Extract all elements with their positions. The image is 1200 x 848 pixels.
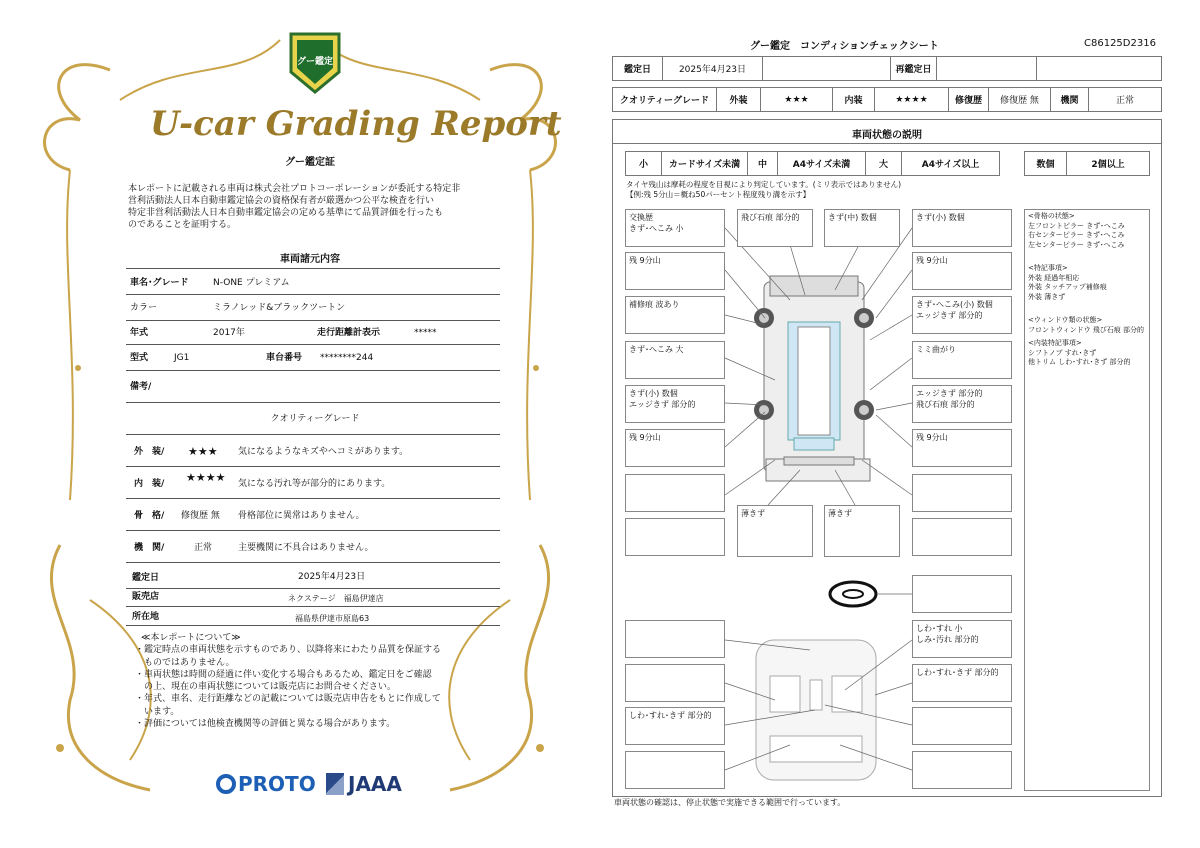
quality-section-title: クオリティーグレード	[270, 414, 360, 424]
size-legend: 小 カードサイズ未満 中 A4サイズ未満 大 A4サイズ以上	[625, 151, 1000, 176]
address-label: 所在地	[132, 612, 160, 622]
box-left-door: きず･へこみ 大	[625, 341, 725, 379]
window-notes-title: <ウィンドウ類の状態>	[1028, 316, 1103, 324]
intro-text: 本レポートに記載される車両は株式会社プロトコーポレーションが委託する特定非 営利活動法人日本自動車鑑定協会の資格保有者が厳選かつ公平な検査を行い 特定非営利活動法人日本自動車鑑定協会の定める基準にて品質評価を行ったも のであることを証明する。	[128, 184, 461, 230]
color-value: ミラノレッド&ブラックツートン	[213, 303, 346, 313]
box-hood: 飛び石痕 部分的	[737, 209, 813, 247]
grade-frame-desc: 骨格部位に異常はありません。	[238, 511, 365, 521]
grade-exterior-label: 外 装/	[134, 447, 165, 457]
box-left-fender: 補修痕 波あり	[625, 296, 725, 334]
tire-note: タイヤ残山は摩耗の程度を目視により判定しています。(ミリ表示ではありません)	[626, 180, 902, 189]
ext-label: 外装	[717, 88, 761, 111]
report-title: U-car Grading Report	[150, 104, 562, 144]
box-rear-bumper-left: 薄きず	[737, 505, 813, 557]
box-interior-left-1	[625, 620, 725, 658]
box-front-left-panel: 交換歴 きず･へこみ 小	[625, 209, 725, 247]
sheet-date-value: 2025年4月23日	[663, 57, 763, 80]
box-left-rear-quarter	[625, 474, 725, 512]
box-interior-right-1: しわ･すれ 小 しみ･汚れ 部分的	[912, 620, 1012, 658]
grade-frame-label: 骨 格/	[134, 511, 165, 521]
grade-engine-label: 機 関/	[134, 543, 165, 553]
grade-engine-value: 正常	[194, 543, 213, 553]
box-tire-rr: 残 9分山	[912, 429, 1012, 467]
remarks-label: 備考/	[130, 382, 152, 392]
address-value: 福島県伊達市原島63	[295, 614, 370, 623]
shop-label: 販売店	[132, 592, 160, 602]
box-right-rear-quarter	[912, 474, 1012, 512]
box-right-door: ミミ曲がり	[912, 341, 1012, 379]
count-legend: 数個 2個以上	[1024, 151, 1150, 176]
ext-value: ★★★	[761, 88, 833, 111]
condition-title: 車両状態の説明	[852, 130, 922, 141]
about-section: ≪本レポートについて≫ ・鑑定時点の車両状態を示すものであり、以降将来にわたり品質を保証する ものではありません。 ・車両状態は時間の経過に伴い変化する場合もあるため、鑑定日をご確認 の上、現在の車両状態については販売店にお問合せください。 ・年式、車名、走行距離などの記載については販売店申告をもとに作成して います。 ・評価については他検査機関等の評価と異なる場合があります。	[135, 633, 442, 730]
box-interior-right-3	[912, 707, 1012, 745]
special-notes-title: <特記事項>	[1028, 264, 1068, 272]
proto-logo: PROTO	[216, 772, 316, 796]
rep-value: 修復歴 無	[989, 88, 1051, 111]
goo-kantei-badge	[287, 32, 343, 94]
box-roof: きず(中) 数個	[824, 209, 900, 247]
sheet-date-label: 鑑定日	[613, 57, 663, 80]
condition-sheet-page	[600, 0, 1200, 848]
grade-interior-desc: 気になる汚れ等が部分的にあります。	[238, 479, 391, 489]
badge-text: グー鑑定	[297, 57, 334, 67]
box-tire-fr: 残 9分山	[912, 252, 1012, 290]
grade-frame-value: 修復歴 無	[181, 511, 220, 521]
spec-section-title: 車両諸元内容	[280, 254, 340, 265]
proto-mark-icon	[216, 774, 236, 794]
box-left-rear-lower	[625, 518, 725, 556]
eng-value: 正常	[1115, 96, 1134, 106]
grade-exterior-desc: 気になるようなキズやヘコミがあります。	[238, 447, 409, 457]
model-label: 型式	[130, 353, 149, 363]
qg-label: クオリティーグレード	[613, 88, 717, 111]
shop-value: ネクステージ 福島伊達店	[288, 594, 384, 603]
box-right-rear-lower	[912, 518, 1012, 556]
grade-interior-label: 内 装/	[134, 479, 165, 489]
model-value: JG1	[174, 353, 190, 363]
box-rear-bumper-right: 薄きず	[824, 505, 900, 557]
tire-example: 【例:残 5分山＝概ね50パーセント程度残り溝を示す】	[626, 190, 811, 199]
grade-engine-desc: 主要機関に不具合はありません。	[238, 543, 374, 553]
grade-exterior-stars: ★★★	[188, 445, 218, 458]
box-interior-left-2	[625, 664, 725, 702]
eng-label: 機関	[1051, 88, 1089, 111]
box-right-rear-door: エッジきず 部分的 飛び石痕 部分的	[912, 385, 1012, 423]
rep-label: 修復歴	[949, 88, 989, 111]
certificate-title: グー鑑定証	[285, 157, 335, 168]
box-interior-left-3: しわ･すれ･きず 部分的	[625, 707, 725, 745]
mileage-label: 走行距離計表示	[317, 328, 381, 338]
box-right-fender: きず･へこみ(小) 数個 エッジきず 部分的	[912, 296, 1012, 334]
color-label: カラー	[130, 303, 158, 313]
notes-panel: <骨格の状態> 左フロントピラー きず･へこみ 右センターピラー きず･へこみ 左センターピラー きず･へこみ <特記事項> 外装 経過年相応 外装 タッチアップ補修痕 外装 薄きず <ウィンドウ類の状態> フロントウィンドウ 飛び石痕 部分的 <内装特記事項> シフトノブ すれ･きず 他トリム しわ･すれ･きず 部分的	[1024, 209, 1150, 791]
redate-label: 再鑑定日	[891, 57, 937, 80]
box-front-right-panel: きず(小) 数個	[912, 209, 1012, 247]
chassis-value: ********244	[320, 353, 374, 363]
frame-notes-title: <骨格の状態>	[1028, 212, 1075, 220]
chassis-label: 車台番号	[266, 353, 303, 363]
box-interior-left-4	[625, 751, 725, 789]
year-label: 年式	[130, 328, 149, 338]
box-left-rear-door: きず(小) 数個 エッジきず 部分的	[625, 385, 725, 423]
sheet-id: C86125D2316	[1084, 38, 1156, 49]
box-interior-right-2: しわ･すれ･きず 部分的	[912, 664, 1012, 702]
box-steering	[912, 575, 1012, 613]
sheet-footer: 車両状態の確認は、停止状態で実施できる範囲で行っています。	[614, 798, 846, 807]
grade-interior-stars: ★★★★	[186, 471, 226, 484]
int-value: ★★★★	[875, 88, 949, 111]
box-tire-fl: 残 9分山	[625, 252, 725, 290]
interior-notes-title: <内装特記事項>	[1028, 339, 1082, 347]
name-value: N-ONE プレミアム	[213, 278, 290, 288]
jaaa-mark-icon	[326, 773, 344, 795]
jaaa-logo: JAAA	[326, 772, 402, 796]
mileage-value: *****	[414, 328, 437, 338]
date-label: 鑑定日	[132, 573, 160, 583]
int-label: 内装	[833, 88, 875, 111]
sheet-title: グー鑑定 コンディションチェックシート	[750, 41, 939, 52]
box-tire-rl: 残 9分山	[625, 429, 725, 467]
year-value: 2017年	[213, 328, 245, 338]
date-value: 2025年4月23日	[298, 572, 366, 582]
name-label: 車名･グレード	[130, 278, 189, 288]
box-interior-right-4	[912, 751, 1012, 789]
